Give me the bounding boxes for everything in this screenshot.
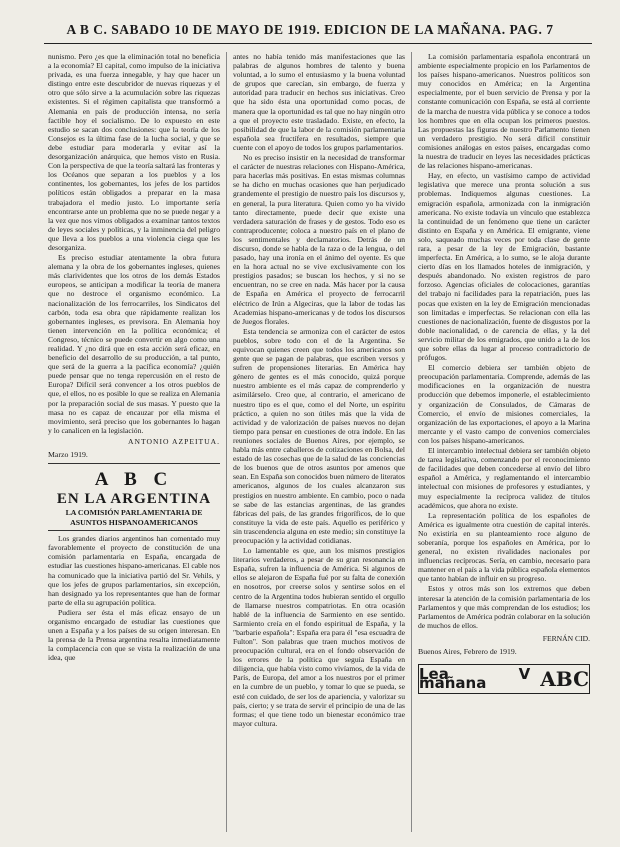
header-rule (44, 43, 592, 44)
article-paragraph: Estos y otros más son los extremos que deben interesar la atención de la comisión parlamentaria de los Parlamentos y que más comprendan de los estudios; los Parlamentos de América podrán colaborar en la solución de muchos de ellos. (418, 584, 590, 630)
article-paragraph: El intercambio intelectual debiera ser también objeto de tarea legislativa, comenzando por el reconocimiento de facilidades que deben concederse al envío del libro español a América, y reglamentando el intercambio intelectual con misiones de profesores y estudiantes, y muy especialmente la recíproca validez de títulos académicos, que ahora no existe. (418, 446, 590, 510)
page-header: A B C. SABADO 10 DE MAYO DE 1919. EDICION DE LA MAÑANA. PAG. 7 (66, 22, 554, 37)
article-paragraph: Esta tendencia se armoniza con el carácter de estos pueblos, sobre todo con el de la Argentina. Se equivocan quienes creen que todos los americanos son gente que se pagan de palabras, que escriben versos y sufren de propensiones literarias. En América hay género de gentes es el más conocido, quizá porque nuestro ambiente es el más capaz de comprenderlo y asimilárselo. Creo que, al contrario, el americano de nuestro tipo es el que, como el del Norte, un espíritu práctico, a quien no son útiles más que la vida de actividad y de valorización de países nuevos no dejan tiempo para pensar en cuestiones de otra índole. En las reuniones sociales de Buenos Aires, por ejemplo, se habla más entre caballeros de cotizaciones en Bolsa, del estado de las cosechas que de la salud de las conciencias de los buenos que de otros asuntos por amenos que sean. En España son conocidos buen número de literatos americanos, algunos de los cuales alcanzaron sus prestigios en nuestro ambiente. En cambio, poco o nada se sabe de las estancias argentinas, de las grandes fábricas del país, de las grandes frigoríficos, de lo que constituye la vida de este país. Aquello es periférico y sin trascendencia alguna en este medio; sin constituye la preocupación y la actividad cotidianas. (233, 326, 405, 545)
section-rule (48, 463, 220, 464)
advertisement-box (418, 664, 590, 694)
article-paragraph: nunismo. Pero ¿es que la eliminación total no beneficia a la economía? El capital, como impulso de la iniciativa privada, es una fuerza innegable, y hay que hacer un distingo entre este descubridor de nuevas riquezas y el otro que sólo sirve a la acumulación sobre las riquezas existentes. Si el régimen capitalista que transformó a Alemania en país de producción intensa, no sería factible hoy el socialismo. De lo expuesto en este estudio se sacan dos conclusiones: que la teoría de los Consejos es la última fase de la lucha social, y que se debe estudiar para moderarla y evitar así la desorganización anárquica, que hemos visto en Rusia. Con la perspectiva de que la teoría saltará las fronteras y los Océanos que separan a los pueblos y a los continentes, los gobernantes, los jefes de los partidos políticos están obligados a preparar en la masa trabajadora el medio justo. Lo importante sería encontrarse ante un problema que no se puede negar y a la vez que nos vimos obligados a examinar tantos textos de leyes sociales y políticas, y la inminencia del peligro que lleva a los pueblos a una violencia ciega que les desorganiza. (48, 52, 220, 252)
article-paragraph: Lo lamentable es que, aun los mismos prestigios literarios verdaderos, a pesar de su gran resonancia en España, sufren la influencia de América. Si algunos de ellos se alejaron de España fué por su falta de conexión en nosotros, por creerse solos y sentirse solos en el centro de la Argentina todos hubieran sentido el orgullo de llamarse nuestros compatriotas. En otra ocasión hablé de la influencia de Sarmiento en ese sentido. Sarmiento creía en el fondo espiritual de España, y la "barbarie española": España era para él "esa escuadra de Fulton". Son palabras que traen muchos motivos de preocupación cultural, era en el fondo observación de los errores de la política que seguía España en diligencia, que había visto como vivíamos, de la vida de París, de Europa, del amor a los nuestros por el primer en la cumbre de un pueblo, y tomar lo que se pueda, se esté con cuidado, de ser los de apariencia, y valorizar su país, cierto; y se trata de servir el principio de una de las formas; el que tiene todo un bienestar económico trae mayor cultura. (233, 546, 405, 728)
column-1 (48, 52, 220, 837)
column-separator (226, 52, 227, 832)
article-signature: ANTONIO AZPEITUA. (128, 436, 220, 446)
article-signature: FERNÁN CID. (542, 633, 590, 643)
article-date: Marzo 1919. (48, 450, 88, 460)
article-dateline: Buenos Aires, Febrero de 1919. (418, 647, 517, 656)
article-paragraph: Pudiera ser ésta el más eficaz ensayo de un organismo encargado de estudiar las cuestiones que unen a España y a los países de su origen interesan. En la prensa de la Prensa argentina resalta inmediatamente la complacencia con que se vista la realización de una idea, que (48, 607, 220, 663)
column-3 (418, 52, 590, 837)
article-paragraph: Es preciso estudiar atentamente la obra futura alemana y la obra de los gobernantes ingleses, quienes más clarividentes que los otros de los demás Estados europeos, se anticipan a modificar la teoría de manera que no destroce el organismo económico. La nacionalización de los ferrocarriles, los Sindicatos del carbón, toda esa obra que rápidamente realizan los gobernantes ingleses, es previsora. En Alemania hoy tienen intervención en la política económica; el Congreso, técnico se puede convertir en algo como una realidad. Y ¿no dirá que en esta acción será eficaz, en beneficio del desarrollo de su producción, a tal punto, que será de la guerra a la pacífica economía? ¿quién puede pensar que no tenga repercusión en el resto de Europa? Difícil será convencer a los otros pueblos de que, el ellos, no es posible lo que se realiza en Alemania por la preparación social de sus masas. Y puesto que la masa no es capaz de encauzar por ella misma el movimiento, será preciso que los gobernantes lo hagan y lo canalicen en la legislación. (48, 253, 220, 435)
article-paragraph: Los grandes diarios argentinos han comentado muy favorablemente el proyecto de constitución de una comisión parlamentaria en España, encargada de estudiar las cuestiones hispano-americanas. El cable nos ha comunicado que la iniciativa partió del Sr. Vehils, y que los jefes de grupos parlamentarios, sin excepción, han designado ya los representantes que han de formar parte de ella su agrupación política. (48, 534, 220, 607)
article-paragraph: El comercio debiera ser también objeto de preocupación parlamentaria. Comprende, además de las modificaciones en la organización de nuestra producción que debemos imponerle, el establecimiento y organización de Consulados, de Cámaras de Comercio, el envío de misiones comerciales, la organización de las exportaciones, el apoyo a la Marina mercante y el vasto campo de convenios comerciales con los países hispano-americanos. (418, 363, 590, 445)
column-separator (411, 52, 412, 832)
section-title: EN LA ARGENTINA (56, 491, 212, 508)
article-paragraph: La representación política de los españoles de América es igualmente otra cuestión de capital interés. No existiría en su planteamiento roce alguno de soberanía, porque los españoles en América, por lo general, no existen rivalidades nacionales por influencias recíprocas. Sería, en cambio, necesario para mantener en el país a la vida pública española elementos que tanto habían de influir en su progreso. (418, 510, 590, 584)
article-paragraph: Hay, en efecto, un vastísimo campo de actividad legislativa que merece una pronta solución a sus problemas. Indiquemos algunas cuestiones. La emigración española, armonizada con la inmigración americana. No existe todavía un vínculo que establezca la continuidad de un fenómeno que tiene un carácter distinto en España y en América. El emigrante, viene solo, saqueado muchas veces por toda clase de gente rara, a pesar de la ley de Emigración, bastante imperfecta. En América, a lo sumo, se le aloja durante cierto días en los llamados hoteles de inmigración, y después abandonado. No existen registros de paro forzoso. Agencias oficiales de colocaciones, garantías del trabajo ni facilidades para la repatriación, pues las pocas que existen en la ley de Emigración mencionadas son limitadas e imperfectas. Se relacionan con ella las cuestiones de nacionalización, fuente de disgustos por la doble nacionalidad, o de carencia de ellas, y la del servicio militar de los emigrados, que unido a la de los que sobre ellas da lugar al proceso contradictorio de prófugos. (418, 171, 590, 363)
section-subtitle: LA COMISIÓN PARLAMENTARIA DE (65, 508, 203, 518)
section-subtitle-2: ASUNTOS HISPANOAMERICANOS (48, 518, 220, 531)
column-2 (233, 52, 405, 837)
article-paragraph: La comisión parlamentaria española encontrará un ambiente especialmente propicio en los Parlamentos de los países hispano-americanos. Nuestros políticos son muy conocidos en América; en la Argentina especialmente, por el buen servicio de Prensa y por la constante comunicación con España, se está al corriente de la marcha de nuestra vida pública y se conoce a todos los hombres que en ella ocupan los primeros puestos. Las propuestas las figuras de nuestro Parlamento tienen un verdadero prestigio. No será difícil constituir comisiones análogas en estos países, encargadas como la nuestra de traducir en leyes las necesidades prácticas de las relaciones hispano-americanas. (418, 52, 590, 171)
article-paragraph: No es preciso insistir en la necesidad de transformar el carácter de nuestras relaciones con Hispano-América, para hacerlas más positivas. En estas mismas columnas se ha dicho en muchas ocasiones que han perjudicado grandemente el prestigio de nuestro país los discursos y, en general, la pura literatura. Quien como yo ha vivido tanto directamente, puede decir que existe una verdadera saturación de frases y de gestos. Todo eso es contraproducente; coloca a nuestro país en el plano de los sentimentales y declamatorios. Detrás de un discurso, donde se habla de la raza o de la lengua, o del pasado, hay una ironía en el ánimo del oyente. Es que en la hora actual no se vive exclusivamente con los prestigios pasados; se buscan los hechos, y si no se encuentran, no se cree en nada. Más hacer por la causa de España en América el proyecto de ferrocarril eléctrico de Irún a Algeciras, que la labor de todas las Academias hispano-americanas y de todos los discursos de Juegos florales. (233, 153, 405, 326)
section-title-abc: A B C (94, 469, 174, 491)
advertisement-text: Lea V mañana (419, 665, 531, 693)
advertisement-brand: ABC (540, 666, 589, 691)
article-paragraph: antes no había tenido más manifestaciones que las palabras de algunos hombres de talento y buena voluntad, a lo sumo el entusiasmo y la buena voluntad de grupos que carecían, sin embargo, de fuerza y autoridad para traducir en hechos sus iniciativas. Creo que ha sido ésta una oportunidad como pocas, de manera que la oportunidad es tal que no hay ningún otro a que el proyecto este trasladado. Existe, en efecto, la posibilidad de que la labor de la comisión parlamentaria española sea fructífera en resultados, siempre que cuente con el apoyo de todos los grupos parlamentarios. (233, 52, 405, 152)
